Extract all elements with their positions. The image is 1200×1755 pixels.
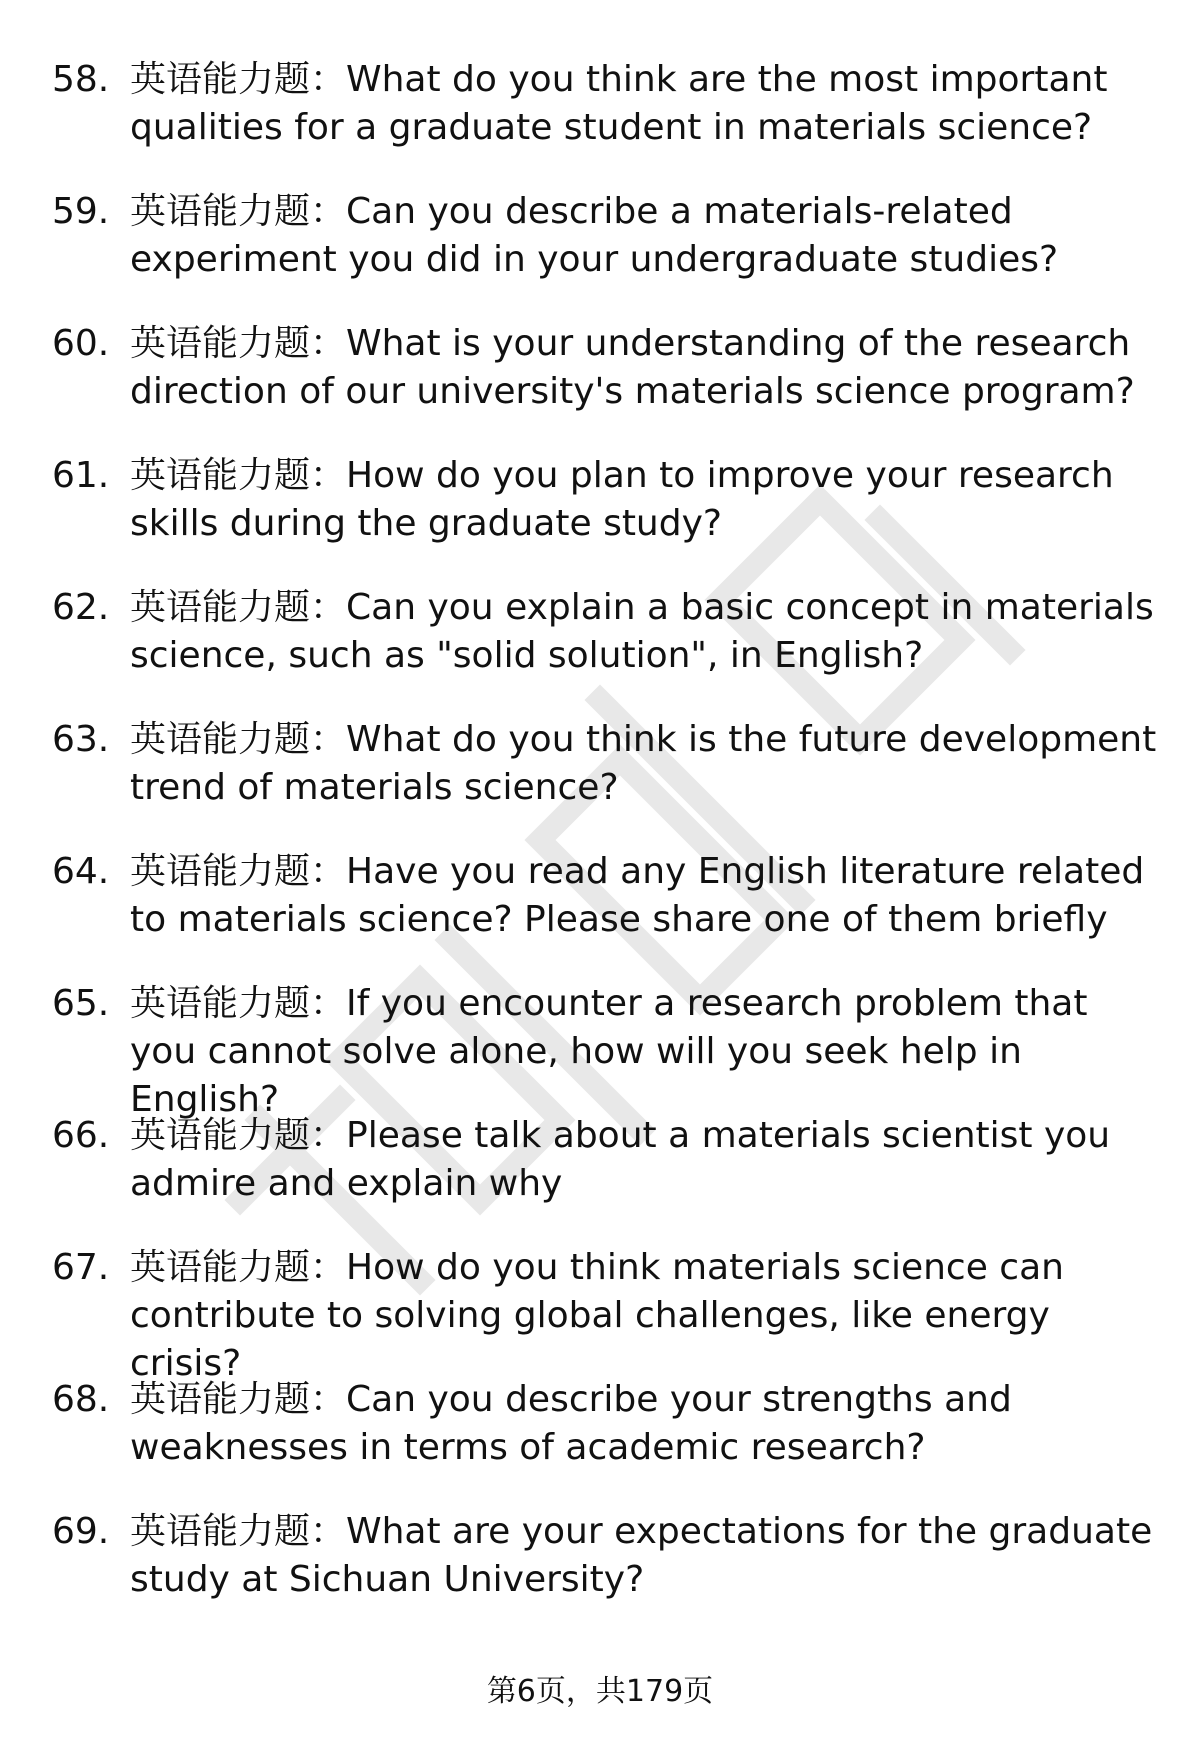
question-text: [130, 710, 1160, 812]
question-number: 58.: [52, 59, 110, 100]
question-number: 69.: [52, 1511, 110, 1552]
question-category-label: 英语能力题：: [130, 587, 347, 628]
question-text: [130, 974, 1160, 1124]
question-number: 67.: [52, 1247, 110, 1288]
question-text: [130, 446, 1160, 548]
question-body: What do you think is the future development trend of materials science?: [130, 719, 1157, 808]
question-item: [0, 974, 1200, 1120]
question-text: [130, 1238, 1160, 1388]
question-text: [130, 842, 1160, 944]
question-number: 66.: [52, 1115, 110, 1156]
question-item: [0, 1502, 1200, 1634]
question-text: [130, 50, 1160, 152]
question-list: [0, 50, 1200, 1634]
question-number: 68.: [52, 1379, 110, 1420]
question-category-label: 英语能力题：: [130, 1379, 347, 1420]
question-text: [130, 578, 1160, 680]
question-number: 61.: [52, 455, 110, 496]
question-body: Can you describe a materials-related experiment you did in your undergraduate studies?: [130, 191, 1059, 280]
question-item: [0, 50, 1200, 182]
page-number-footer: 第6页，共179页: [486, 1674, 714, 1709]
question-number: 59.: [52, 191, 110, 232]
question-category-label: 英语能力题：: [130, 1115, 347, 1156]
question-body: Can you describe your strengths and weaknesses in terms of academic research?: [130, 1379, 1012, 1468]
question-number: 64.: [52, 851, 110, 892]
question-category-label: 英语能力题：: [130, 323, 347, 364]
question-body: What is your understanding of the research direction of our university's materials science program?: [130, 323, 1135, 412]
question-category-label: 英语能力题：: [130, 1247, 347, 1288]
question-category-label: 英语能力题：: [130, 59, 347, 100]
question-text: [130, 1106, 1160, 1208]
question-body: Can you explain a basic concept in materials science, such as "solid solution", in English?: [130, 587, 1154, 676]
question-body: What do you think are the most important qualities for a graduate student in materials science?: [130, 59, 1108, 148]
question-item: [0, 446, 1200, 578]
question-item: [0, 1106, 1200, 1238]
question-body: How do you plan to improve your research skills during the graduate study?: [130, 455, 1114, 544]
question-item: [0, 578, 1200, 710]
question-text: [130, 1502, 1160, 1604]
question-item: [0, 710, 1200, 842]
question-number: 62.: [52, 587, 110, 628]
question-category-label: 英语能力题：: [130, 455, 347, 496]
question-body: Have you read any English literature related to materials science? Please share one of them briefly: [130, 851, 1145, 940]
question-category-label: 英语能力题：: [130, 719, 347, 760]
question-category-label: 英语能力题：: [130, 851, 347, 892]
question-item: [0, 314, 1200, 446]
question-number: 65.: [52, 983, 110, 1024]
question-text: [130, 1370, 1160, 1472]
question-item: [0, 842, 1200, 974]
question-category-label: 英语能力题：: [130, 983, 347, 1024]
question-item: [0, 182, 1200, 314]
question-number: 63.: [52, 719, 110, 760]
question-text: [130, 182, 1160, 284]
question-item: [0, 1370, 1200, 1502]
question-category-label: 英语能力题：: [130, 1511, 347, 1552]
question-category-label: 英语能力题：: [130, 191, 347, 232]
question-body: How do you think materials science can contribute to solving global challenges, like energy crisis?: [130, 1247, 1064, 1384]
question-body: What are your expectations for the graduate study at Sichuan University?: [130, 1511, 1153, 1600]
question-body: If you encounter a research problem that you cannot solve alone, how will you seek help in English?: [130, 983, 1088, 1120]
question-number: 60.: [52, 323, 110, 364]
question-text: [130, 314, 1160, 416]
question-body: Please talk about a materials scientist you admire and explain why: [130, 1115, 1111, 1204]
question-item: [0, 1238, 1200, 1384]
